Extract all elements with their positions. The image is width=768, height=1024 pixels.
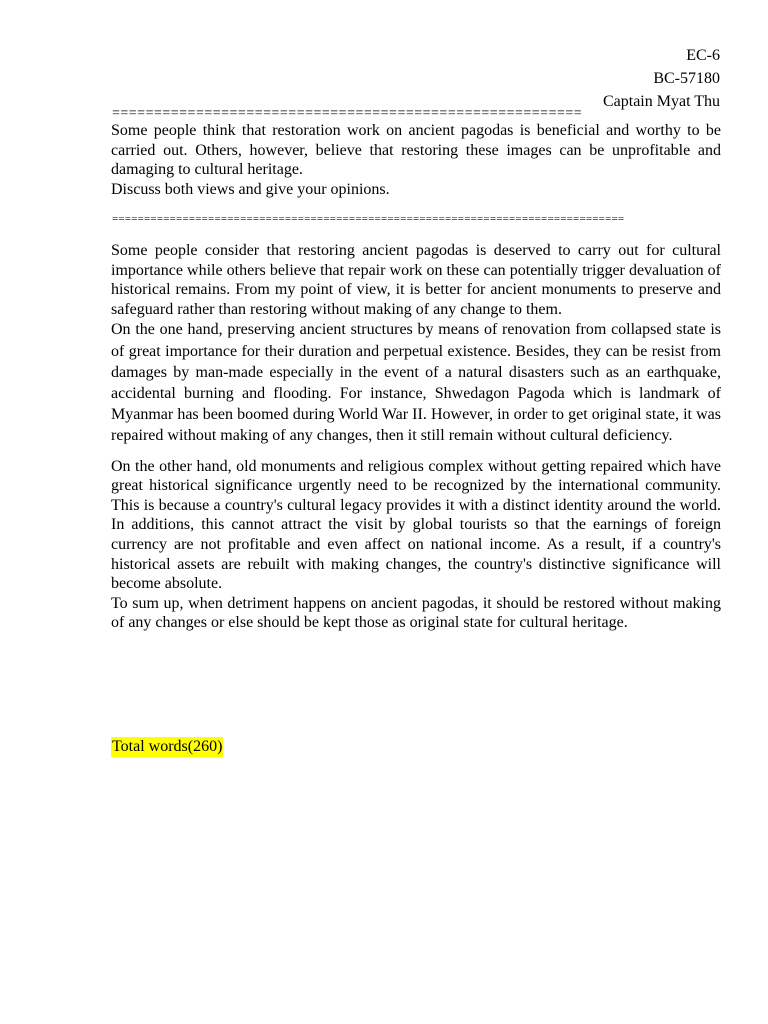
separator-rule-bottom: ================================================================================: [112, 213, 625, 225]
essay-prompt: [111, 121, 721, 199]
essay-introduction: Some people consider that restoring ancient pagodas is deserved to carry out for cultural importance while others believe that repair work on these can potentially trigger devaluation of historical remains. From my point of view, it is better for ancient monuments to preserve and safeguard rather than restoring without making of any change to them.: [111, 242, 721, 318]
batch-number: BC-57180: [653, 70, 720, 87]
essay-paragraph-one-hand: On the one hand, preserving ancient structures by means of renovation from collapsed state is of great importance for their duration and perpetual existence. Besides, they can be resist from damages by man-made especially in the event of a natural disasters such as an earthquake, accidental burning and flooding. For instance, Shwedagon Pagoda which is landmark of Myanmar has been boomed during World War II. However, in order to get original state, it was repaired without making of any changes, then it still remain without cultural deficiency.: [111, 321, 721, 445]
essay-body: [111, 241, 721, 633]
header-block: [603, 44, 720, 113]
prompt-instruction: Discuss both views and give your opinions.: [111, 180, 390, 198]
essay-conclusion: To sum up, when detriment happens on ancient pagodas, it should be restored without making of any changes or else should be kept those as original state for cultural heritage.: [111, 594, 721, 632]
separator-rule-top: ========================================================: [112, 107, 583, 121]
prompt-statement: Some people think that restoration work on ancient pagodas is beneficial and worthy to be carried out. Others, however, believe that restoring these images can be unprofitable and damaging to cultural heritage.: [111, 122, 721, 178]
essay-paragraph-other-hand: On the other hand, old monuments and religious complex without getting repaired which have great historical significance urgently need to be recognized by the international community. This is because a country's cultural legacy provides it with a distinct identity around the world. In additions, this cannot attract the visit by global tourists so that the earnings of foreign currency are not profitable and even affect on national income. As a result, if a country's historical assets are rebuilt with making changes, the country's distinctive significance will become absolute.: [111, 457, 721, 593]
document-code: EC-6: [686, 47, 720, 64]
word-count-highlight: Total words(260): [112, 738, 223, 755]
author-name: Captain Myat Thu: [602, 93, 720, 110]
